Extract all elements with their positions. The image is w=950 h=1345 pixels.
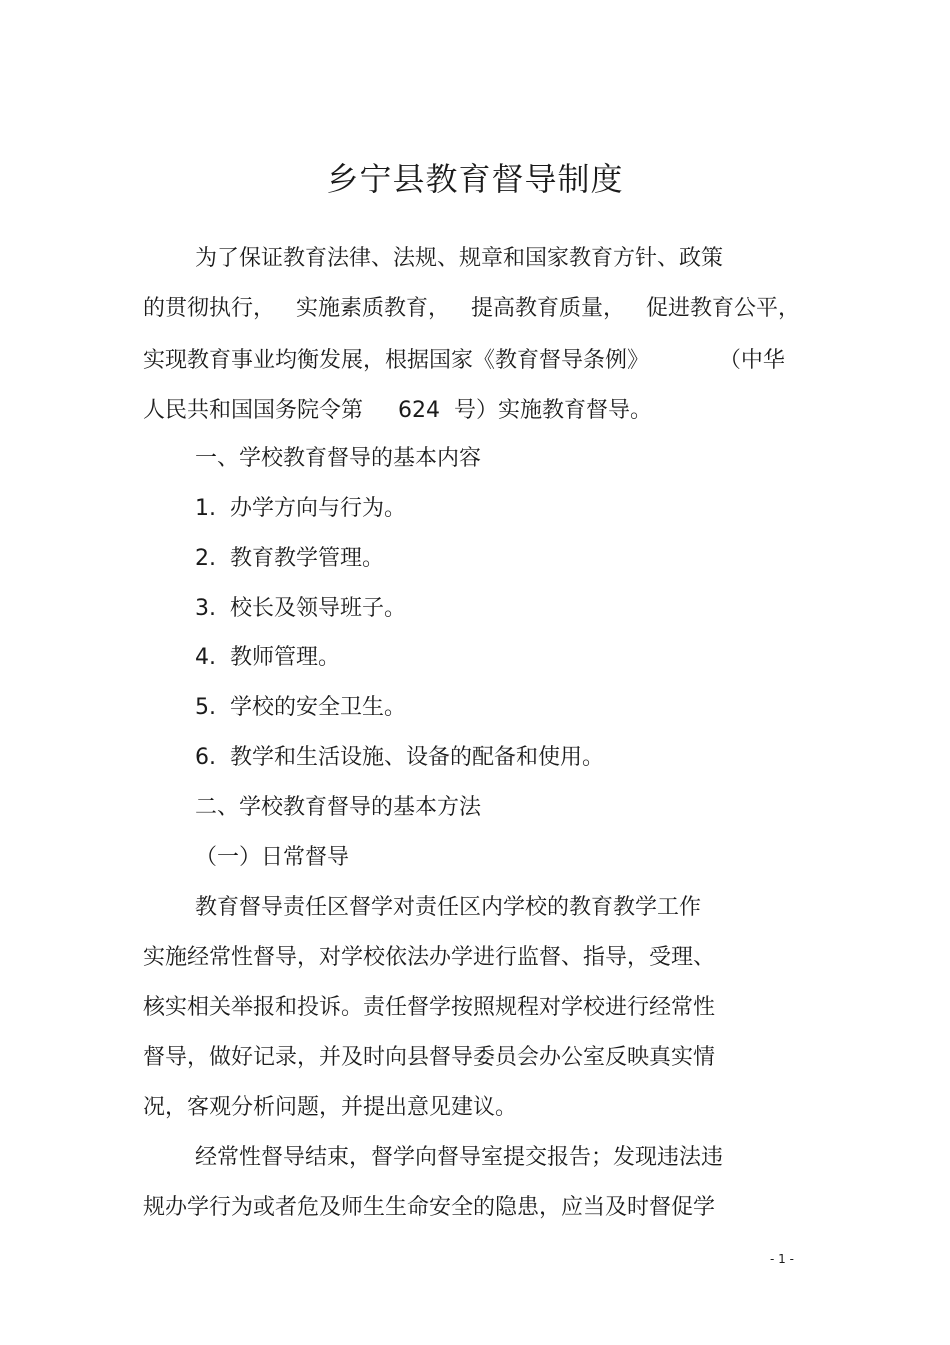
paragraph-line: 的贯彻执行， 实施素质教育， 提高教育质量， 促进教育公平， <box>143 296 800 321</box>
paragraph-line: 为了保证教育法律、法规、规章和国家教育方针、政策 <box>195 246 724 271</box>
list-item: 6. 教学和生活设施、设备的配备和使用。 <box>195 745 604 770</box>
paragraph-line: 经常性督导结束，督学向督导室提交报告；发现违法违 <box>195 1145 724 1170</box>
list-item: 4. 教师管理。 <box>195 645 340 670</box>
paragraph-line: 核实相关举报和投诉。责任督学按照规程对学校进行经常性 <box>143 995 716 1020</box>
paragraph-line: 规办学行为或者危及师生生命安全的隐患，应当及时督促学 <box>143 1195 716 1220</box>
section-heading: 一、学校教育督导的基本内容 <box>195 446 482 471</box>
section-heading: 二、学校教育督导的基本方法 <box>195 795 482 820</box>
page-number: - 1 - <box>770 1252 794 1266</box>
list-item: 1. 办学方向与行为。 <box>195 496 406 521</box>
paragraph-line: 人民共和国国务院令第 624 号）实施教育督导。 <box>143 398 652 423</box>
document-title: 乡宁县教育督导制度 <box>326 160 624 198</box>
paragraph-line: 况，客观分析问题，并提出意见建议。 <box>143 1095 518 1120</box>
paragraph-line: 督导，做好记录，并及时向县督导委员会办公室反映真实情 <box>143 1045 716 1070</box>
paragraph-line: 实现教育事业均衡发展，根据国家《教育督导条例》 （中华 <box>143 348 785 373</box>
list-item: 2. 教育教学管理。 <box>195 546 384 571</box>
paragraph-line: 实施经常性督导，对学校依法办学进行监督、指导，受理、 <box>143 945 716 970</box>
paragraph-line: 教育督导责任区督学对责任区内学校的教育教学工作 <box>195 895 702 920</box>
list-item: 5. 学校的安全卫生。 <box>195 695 406 720</box>
list-item: 3. 校长及领导班子。 <box>195 596 406 621</box>
subsection-heading: （一）日常督导 <box>195 845 350 870</box>
